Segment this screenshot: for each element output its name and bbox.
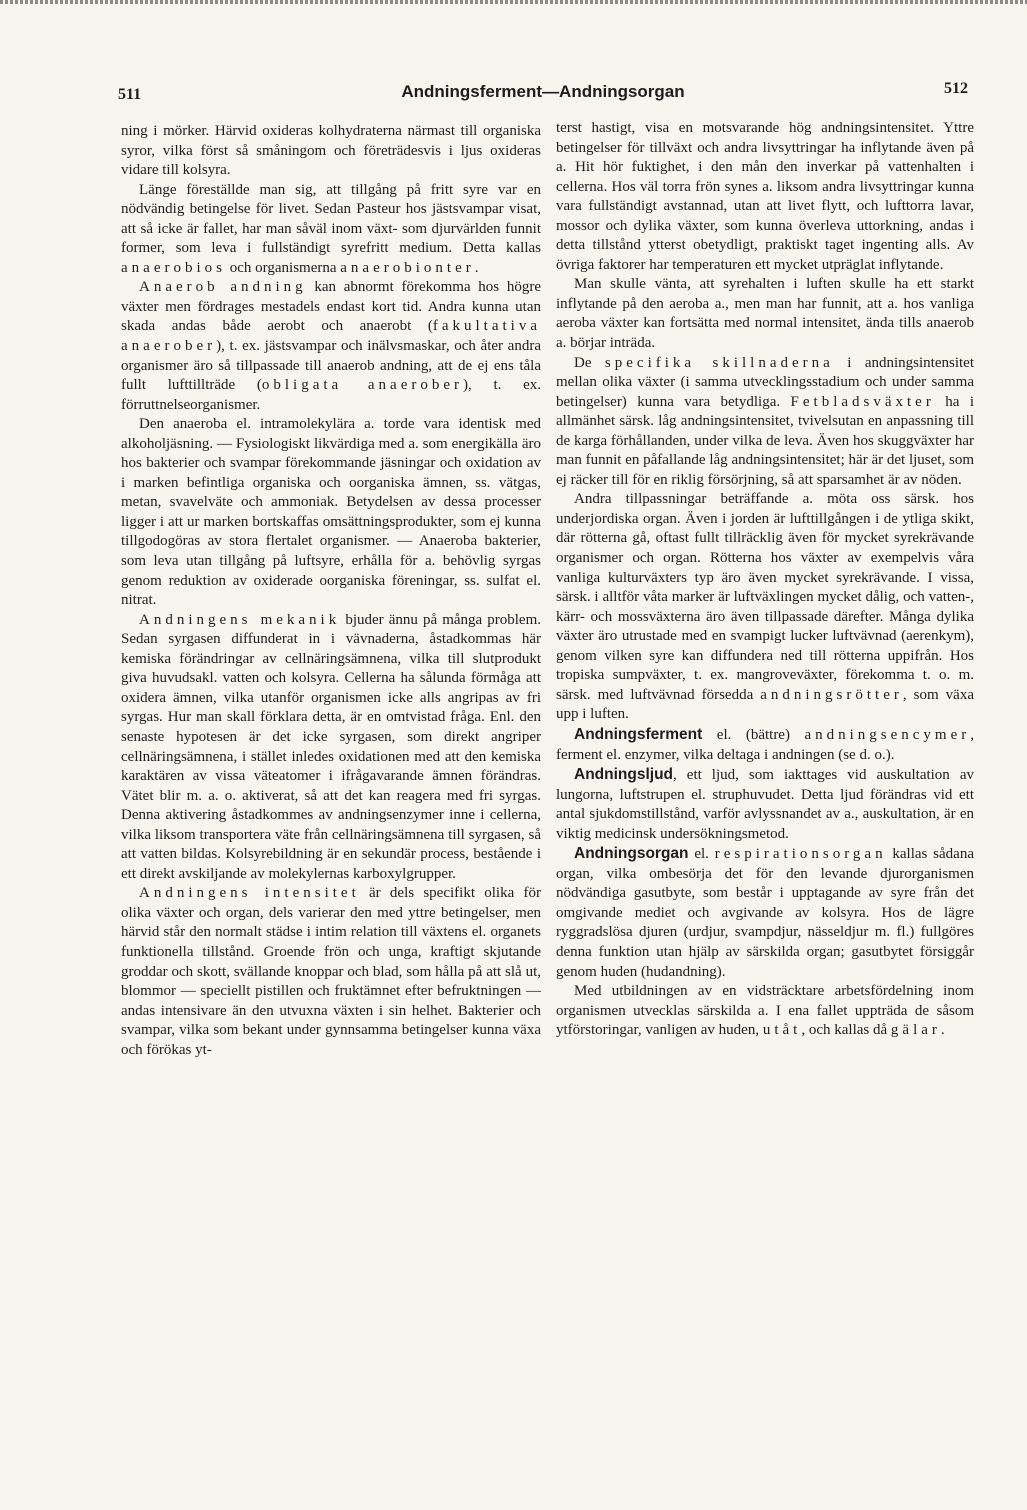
spaced-term: gälar (890, 1022, 941, 1039)
spaced-term: utåt (762, 1022, 802, 1039)
spaced-term: andningsencymer (804, 726, 971, 743)
paragraph: Den anaeroba el. intramolekylära a. torde vara identisk med alkoholjäsning. — Fysiologiskt likvärdiga med a. som energikälla äro hos bakterier och svampar förekommande jäsningar och oxidation av i marken befintliga organiska och oorganiska ämnen, ss. vätgas, metan, svavelväte och ammoniak. Betydelsen av dessa processer ligger i att ur marken bortskaffas omsättningsprodukter, som ej kunna tillgodogöras av stora flertalet organismer. — Anaeroba bakterier, som leva utan tillgång på luftsyre, erhålla för a. behövlig syrgas genom reduktion av oxiderade oorganiska föreningar, ss. sulfat el. nitrat. (121, 416, 541, 609)
spaced-term: andningsrötter (760, 686, 903, 703)
spaced-term: specifika skillnaderna (604, 354, 834, 371)
paragraph: Man skulle vänta, att syrehalten i luften skulle ha ett starkt inflytande på den aeroba a., men man har funnit, att a. hos vanliga aeroba växter kan fortsätta med normal intensitet, ända tills anaerob a. börjar inträda. (556, 276, 974, 352)
right-column (556, 119, 974, 1041)
spaced-term: Andningens mekanik (139, 611, 341, 628)
entry-andningsorgan: Andningsorgan el. respirationsorgan kallas sådana organ, vilka ombesörja det för den levande djurorganismen nödvändiga gasutbyte, som består i upptagande av syre från det omgivande mediet och avgivande av kolsyra. Hos de lägre ryggradslösa djuren (urdjur, svampdjur, nässeldjur m. fl.) fullgöres denna funktion utan hjälp av särskilda organ; gasutbytet försiggår genom huden (hudandning). (556, 845, 974, 980)
paragraph: Länge föreställde man sig, att tillgång på fritt syre var en nödvändig betingelse för livet. Sedan Pasteur hos jästsvampar visat, att så icke är fallet, har man såväl inom växt- som djurvärlden funnit former, som leva i fullständigt syrefritt medium. Detta kallas anaerobios och organismerna anaerobionter. (121, 181, 541, 276)
page-number-left: 511 (118, 86, 142, 103)
spaced-term: Andningens intensitet (139, 885, 360, 902)
spaced-term: respirationsorgan (714, 846, 887, 863)
entry-andningsljud: Andningsljud, ett ljud, som iakttages vid auskultation av lungorna, luftstrupen el. struphuvudet. Detta ljud förändras vid ett antal sjukdomstillstånd, varför avlyssnandet av a., auskultation, är en viktig medicinsk undersökningsmetod. (556, 766, 974, 842)
spaced-term: Anaerob andning (139, 279, 307, 296)
headword: Andningsorgan (574, 845, 689, 863)
paragraph: terst hastigt, visa en motsvarande hög andningsintensitet. Yttre betingelser för tillväxt och andra livsyttringar ha inflytande även på a. Hit hör fuktighet, i den mån den inverkar på vattenhalten i cellerna. Hos väl torra frön synes a. liksom andra livsyttringar kunna vara fullständigt avstannad, utan att livet flytt, och lufttorra lavar, mossor och dylika växter, som kunna överleva uttorkning, andas i detta tillstånd ytterst obetydligt, praktiskt taget ingenting alls. Av övriga faktorer har temperaturen ett mycket utpräglat inflytande. (556, 120, 974, 273)
paragraph: Andningens mekanik bjuder ännu på många problem. Sedan syrgasen diffunderat in i vävnaderna, åstadkommas här kemiska förändringar av cellnäringsämnena, vilka till slutprodukt giva huvudsakl. vatten och kolsyra. Cellerna ha sålunda förmåga att oxidera ämnen, vilka utanför organismen icke alls angripas av fri syrgas. Hur man skall förklara detta, är en omtvistad fråga. Enl. den senaste hypotesen är det icke syrgasen, som direkt angriper cellnäringsämnena, i stället inledes oxidationen med att den kemiska karaktären av vissa väteatomer i ifrågavarande ämnen förändras. Vätet blir m. a. o. aktiverat, så att det kan reagera med fri syrgas. Denna aktivering åstadkommes av andningsenzymer inne i cellerna, vilka liksom transportera väte från cellnäringsämnena till syrgasen, så att vatten bildas. Kolsyrebildning är en sekundär process, bestående i ett direkt avskiljande av molekylernas karboxylgrupper. (121, 611, 541, 882)
spaced-term: anaerobios (121, 259, 226, 276)
paragraph: ning i mörker. Härvid oxideras kolhydraterna närmast till organiska syror, vilka först så småningom och företrädesvis i ljus oxideras vidare till kolsyra. (121, 123, 541, 179)
headword: Andningsferment (574, 725, 703, 743)
paragraph: Anaerob andning kan abnormt förekomma hos högre växter men fördrages mestadels endast kort tid. Andra kunna utan skada andas både aerobt och anaerobt (fakultativa anaerober), t. ex. jästsvampar och inälvsmaskar, och åter andra organismer äro så tillpassade till anaerob andning, att de ej ens tåla fullt lufttillträde (obligata anaerober), t. ex. förruttnelseorganismer. (121, 279, 542, 413)
left-column (121, 122, 541, 1060)
page-number-right: 512 (944, 80, 968, 97)
entry-andningsferment: Andningsferment el. (bättre) andningsencymer, ferment el. enzymer, vilka deltaga i andningen (se d. o.). (556, 725, 974, 763)
paragraph: Andra tillpassningar beträffande a. möta oss särsk. hos underjordiska organ. Även i jorden är lufttillgången i de ytliga skikt, där rötterna gå, oftast fullt tillräcklig även för mycket syrekrävande organismer och organ. Rötterna hos växter av exempelvis våra vanliga kulturväxters typ äro även mycket syrekrävande. I vissa, särsk. i alltför våta marker är luftväxlingen mycket dålig, och vatten-, kärr- och mossväxterna äro även tillpassade därefter. Många dylika växter äro utrustade med en svampigt lucker luftvävnad (aerenkym), genom vilken syre kan diffundera ned till rötterna uppifrån. Hos tropiska sumpväxter, t. ex. mangroveväxter, förekomma t. o. m. särsk. med luftvävnad försedda andningsrötter, som växa upp i luften. (556, 491, 974, 723)
spaced-term: anaerobionter (340, 259, 475, 276)
running-title: Andningsferment—Andningsorgan (401, 82, 685, 101)
spaced-term: obligata anaerober (261, 377, 464, 394)
running-header (118, 80, 968, 110)
spaced-term: Fetbladsväxter (790, 393, 935, 410)
headword: Andningsljud (574, 766, 674, 784)
paragraph: De specifika skillnaderna i andningsintensitet mellan olika växter (i samma utvecklingsstadium och under samma betingelser) kunna vara betydliga. Fetbladsväxter ha i allmänhet särsk. låg andningsintensitet, tvivelsutan en anpassning till de karga förhållanden, under vilka de leva. Även hos skuggväxter har man funnit en påfallande låg andningsintensitet; här är det ljuset, som ej räcker till för en riklig försörjning, så att sparsamhet är av nöden. (556, 354, 975, 488)
paragraph: Med utbildningen av en vidsträcktare arbetsfördelning inom organismen utvecklas särskilda a. I ena fallet uppträda de såsom ytförstoringar, vanligen av huden, utåt, och kallas då gälar. (556, 983, 974, 1039)
top-edge-rule (0, 0, 1027, 4)
paragraph: Andningens intensitet är dels specifikt olika för olika växter och organ, dels varierar den med yttre betingelser, men härvid står den normalt städse i intim relation till växtens el. organets funktionella tillstånd. Groende frön och unga, kraftigt skjutande groddar och skott, svällande knoppar och blad, som hålla på att slå ut, blommor — speciellt pistillen och fruktämnet efter befruktningen — andas intensivare än den utvuxna växten i sin helhet. Bakterier och svampar, vilka som bekant under gynnsamma betingelser kunna växa och förökas yt- (121, 885, 541, 1058)
spaced-term: fakultativa anaerober (121, 318, 541, 355)
